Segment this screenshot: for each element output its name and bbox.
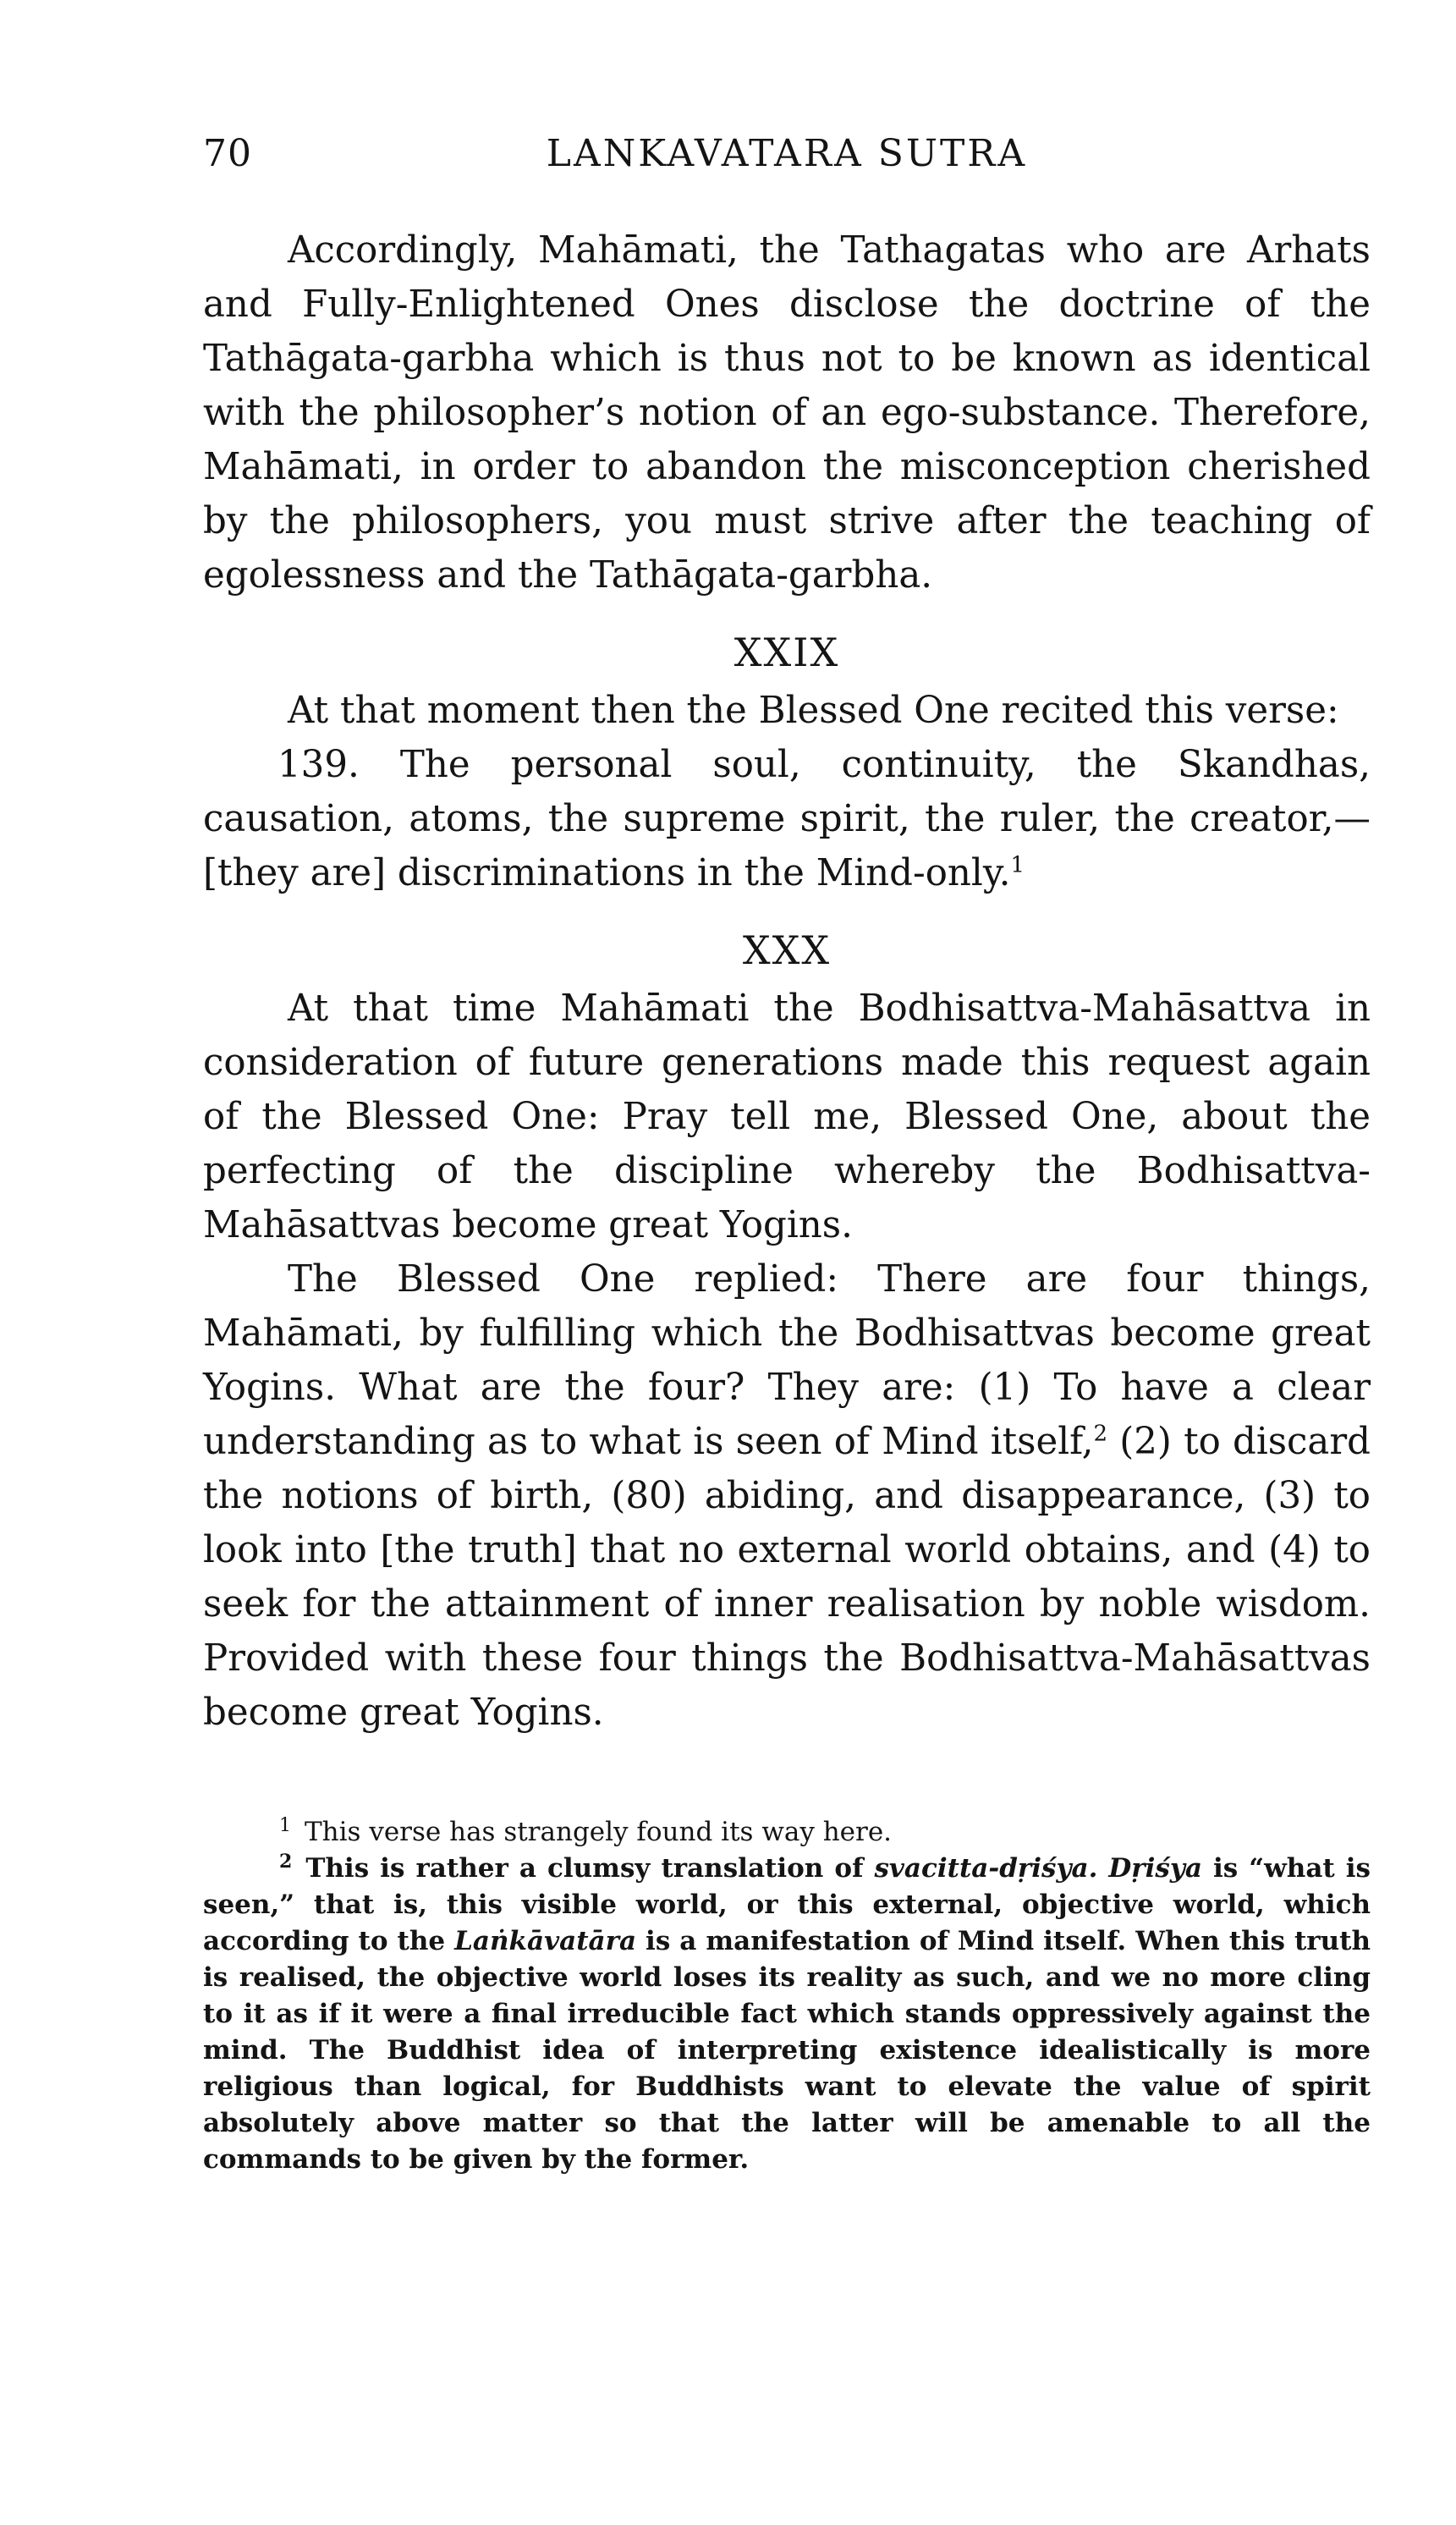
verse-139-text: 139. The personal soul, continuity, the Skandhas, causation, atoms, the supreme spirit, the ruler, the creator,—[they are] discriminations in the Mind-only. bbox=[203, 744, 1371, 894]
four-things-text-a: The Blessed One replied: There are four things, Mahāmati, by fulfilling which the Bodhisattvas become great Yogins. What are the four? They are: (1) To have a clear understanding as to what is seen of Mind itself, bbox=[203, 1258, 1371, 1463]
verse-139 bbox=[203, 738, 1371, 900]
four-things-text-b: (2) to discard the notions of birth, (80) abiding, and disappearance, (3) to look into [the truth] that no external world obtains, and (4) to seek for the attainment of inner realisation by noble wisdom. Provided with these four things the Bodhisattva-Mahāsattvas become great Yogins. bbox=[203, 1421, 1371, 1734]
running-head bbox=[203, 127, 1371, 186]
footnote-2-term: svacitta-dṛiśya. bbox=[874, 1853, 1098, 1884]
main-text bbox=[203, 223, 1371, 1740]
footnote-2-term-2: Dṛiśya bbox=[1108, 1853, 1202, 1884]
footnote-1-text: This verse has strangely found its way here. bbox=[305, 1817, 893, 1847]
footnote-ref-1[interactable]: 1 bbox=[1010, 852, 1025, 878]
footnote-2-space bbox=[1097, 1853, 1108, 1884]
footnote-2-text-c: is a manifestation of Mind itself. When this truth is realised, the objective world loses its reality as such, and we no more cling to it as if it were a final irreducible fact which stands oppressively against the mind. The Buddhist idea of interpreting existence idealistically is more religious than logical, for Buddhists want to elevate the value of spirit absolutely above matter so that the latter will be amenable to all the commands to be given by the former. bbox=[203, 1926, 1371, 2175]
footnote-1-mark: 1 bbox=[279, 1814, 291, 1836]
section-heading-xxx: XXX bbox=[742, 927, 832, 973]
footnote-1 bbox=[203, 1814, 1371, 1851]
paragraph-four-things bbox=[203, 1252, 1371, 1740]
paragraph-tathagata-garbha: Accordingly, Mahāmati, the Tathagatas who are Arhats and Fully-Enlightened Ones disclose the doctrine of the Tathāgata-garbha which is thus not to be known as identical with the philosopher’s notion of an ego-substance. Therefore, Mahāmati, in order to abandon the misconception cherished by the philosophers, you must strive after the teaching of egolessness and the Tathāgata-garbha. bbox=[203, 229, 1371, 597]
paragraph-request: At that time Mahāmati the Bodhisattva-Mahāsattva in consideration of future generations made this request again of the Blessed One: Pray tell me, Blessed One, about the perfecting of the discipline whereby the Bodhisattva-Mahāsattvas become great Yogins. bbox=[203, 987, 1371, 1246]
page-number: 70 bbox=[203, 132, 252, 175]
footnote-2-text-b: is “what is seen,” that is, this visible world, or this external, objective world, which according to the bbox=[203, 1853, 1371, 1956]
footnote-ref-2[interactable]: 2 bbox=[1093, 1421, 1108, 1447]
footnote-2-mark: 2 bbox=[279, 1850, 293, 1873]
footnote-2 bbox=[203, 1851, 1371, 2178]
verse-intro: At that moment then the Blessed One recited this verse: bbox=[288, 690, 1339, 732]
running-title: LANKAVATARA SUTRA bbox=[546, 132, 1028, 175]
footnote-2-text-a: This is rather a clumsy translation of bbox=[305, 1853, 875, 1884]
footnote-2-title: Laṅkāvatāra bbox=[454, 1926, 637, 1956]
section-heading-xxix: XXIX bbox=[733, 630, 840, 675]
footnotes bbox=[203, 1814, 1371, 2178]
